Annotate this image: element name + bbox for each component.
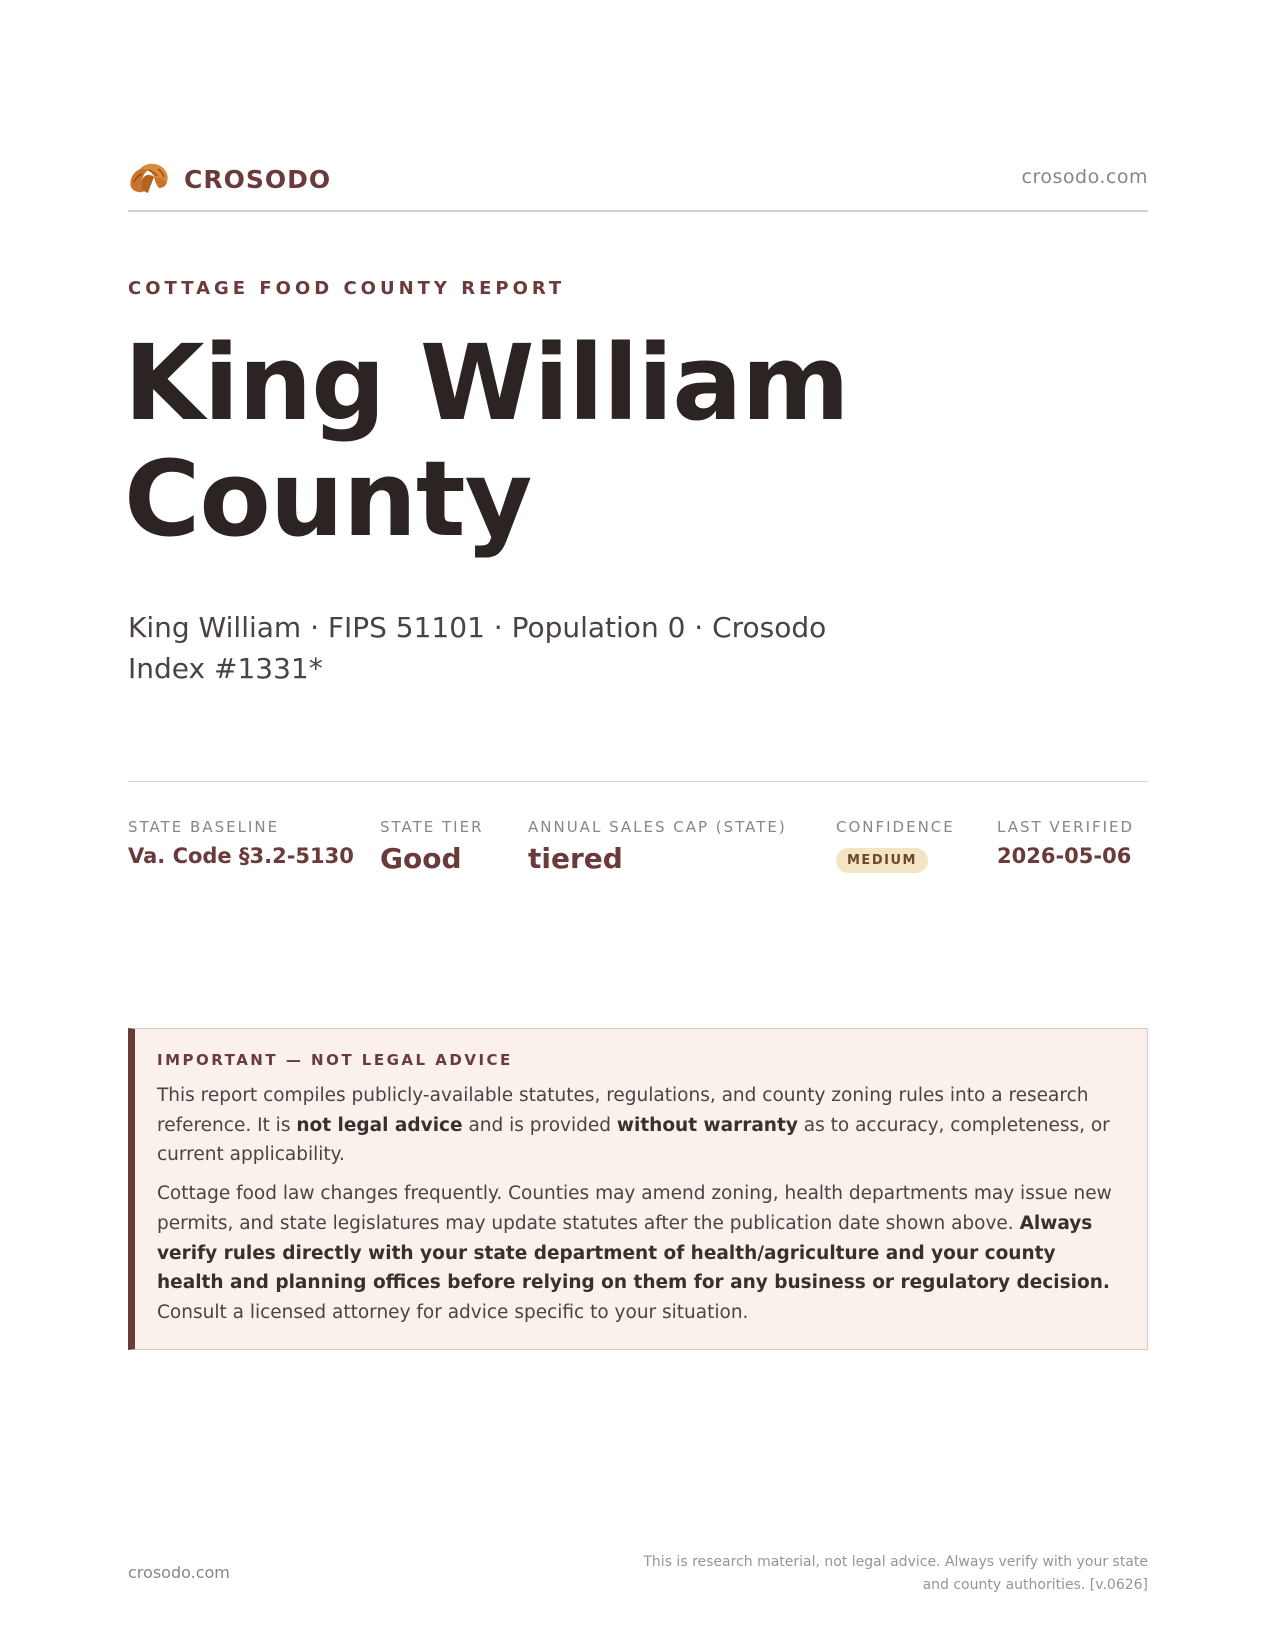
notice-text: This report compiles publicly-available statutes, regulations, and county zoning rules into a research reference. It is [157,1085,1089,1136]
footer-disclaimer-line-2: and county authorities. [v.0626] [922,1577,1148,1593]
notice-emphasis: Always verify rules directly with your state department of health/agriculture and your county health and planning offices before relying on them for any business or regulatory decision. [157,1212,1110,1294]
title-line-2: County [124,438,532,560]
notice-emphasis: not legal advice [296,1114,463,1136]
notice-title: IMPORTANT — NOT LEGAL ADVICE [157,1051,513,1069]
notice-paragraph-1 [157,1081,1127,1170]
legal-notice [128,1028,1148,1350]
brand[interactable] [128,160,331,198]
footer-disclaimer-line-1: This is research material, not legal advice. Always verify with your state [643,1554,1148,1570]
notice-text: as to accuracy, completeness, or current applicability. [157,1114,1110,1166]
title-line-1: King William [124,322,849,444]
stat-value: 2026-05-06 [997,844,1132,868]
stat-label: STATE TIER [380,818,484,836]
stat-last-verified [997,818,1134,868]
stat-confidence [836,818,955,873]
stat-label: STATE BASELINE [128,818,280,836]
notice-paragraph-2 [157,1179,1127,1328]
stat-state-tier [380,818,484,875]
report-subtitle: King William · FIPS 51101 · Population 0 · Crosodo Index #1331* [128,611,827,685]
page-title [124,322,1024,560]
site-link[interactable]: crosodo.com [1021,166,1148,188]
stat-value: Va. Code §3.2-5130 [128,844,354,868]
stat-value: tiered [528,842,623,875]
stat-sales-cap [528,818,787,875]
footer-disclaimer [608,1551,1148,1597]
notice-text: Cottage food law changes frequently. Counties may amend zoning, health departments may issue new permits, and state legislatures may update statutes after the publication date shown above. [157,1183,1112,1234]
stat-label: LAST VERIFIED [997,818,1135,836]
stat-value: Good [380,842,462,875]
stat-label: CONFIDENCE [836,818,955,836]
stat-state-baseline [128,818,354,868]
brand-name: CROSODO [184,164,332,194]
confidence-badge: MEDIUM [836,848,928,873]
stat-label: ANNUAL SALES CAP (STATE) [528,818,787,836]
report-eyebrow: COTTAGE FOOD COUNTY REPORT [128,278,566,299]
stats-row [128,781,1148,882]
notice-text: Consult a licensed attorney for advice specific to your situation. [157,1301,749,1323]
footer-site-link[interactable]: crosodo.com [128,1563,230,1582]
croissant-icon [128,160,170,198]
report-page [124,0,1148,1650]
page-header [128,158,1148,212]
notice-emphasis: without warranty [616,1114,798,1136]
notice-text: and is provided [462,1114,617,1136]
